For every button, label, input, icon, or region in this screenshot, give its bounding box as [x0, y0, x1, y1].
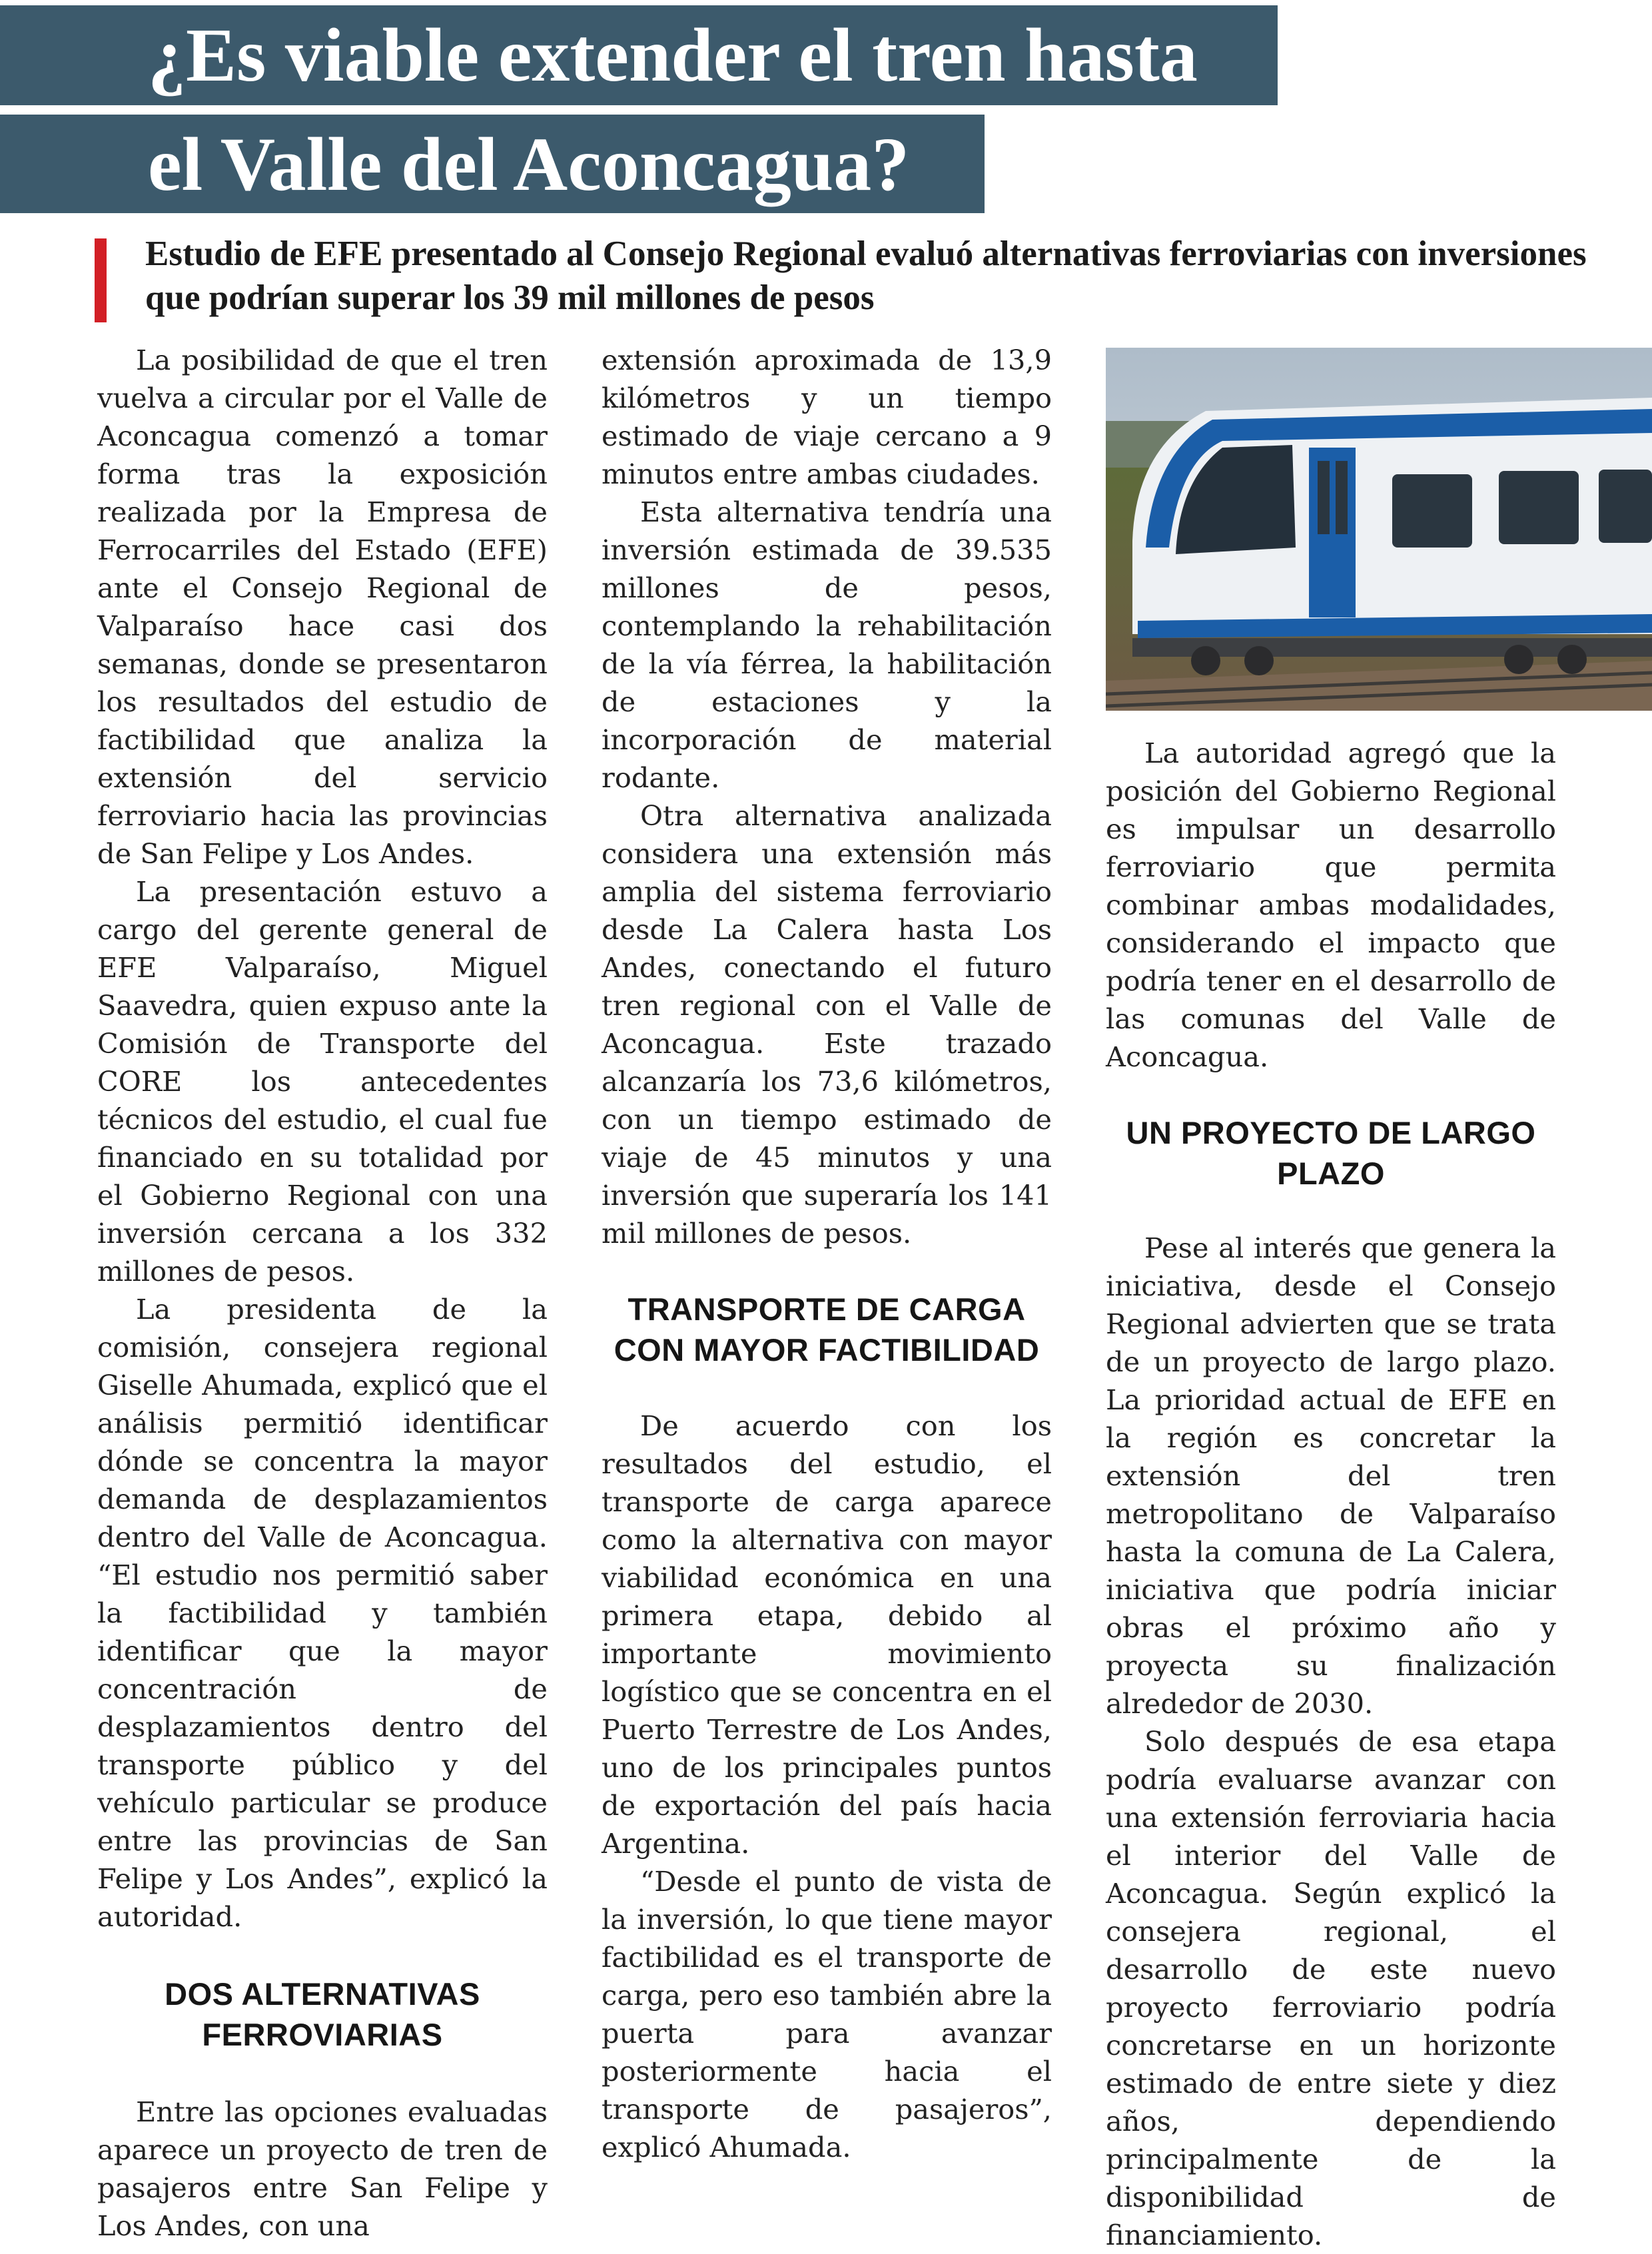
paragraph: La presentación estuvo a cargo del gerente general de EFE Valparaíso, Miguel Saavedra, quien expuso ante la Comisión de Transporte del CORE los antecedentes técnicos del estudio, el cual fue financiado en su totalidad por el Gobierno Regional con una inversión cercana a los 332 millones de pesos.	[97, 875, 548, 1288]
paragraph: De acuerdo con los resultados del estudio, el transporte de carga aparece como la alternativa con mayor viabilidad económica en una primera etapa, debido al importante movimiento logístico que se concentra en el Puerto Terrestre de Los Andes, uno de los principales puntos de exportación del país hacia Argentina.	[602, 1409, 1052, 1860]
paragraph: Pese al interés que genera la iniciativa, desde el Consejo Regional advierten que se trata de un proyecto de largo plazo. La prioridad actual de EFE en la región es concretar la extensión del tren metropolitano de Valparaíso hasta la comuna de La Calera, iniciativa que podría iniciar obras el próximo año y proyecta su finalización alrededor de 2030.	[1106, 1232, 1556, 1720]
paragraph: La posibilidad de que el tren vuelva a circular por el Valle de Aconcagua comenzó a tomar forma tras la exposición realizada por la Empresa de Ferrocarriles del Estado (EFE) ante el Consejo Regional de Valparaíso hace casi dos semanas, donde se presentaron los resultados del estudio de factibilidad que analiza la extensión del servicio ferroviario hacia las provincias de San Felipe y Los Andes.	[97, 344, 548, 870]
paragraph: La autoridad agregó que la posición del Gobierno Regional es impulsar un desarrollo ferroviario que permita combinar ambas modalidades, considerando el impacto que podría tener en el desarrollo de las comunas del Valle de Aconcagua.	[1106, 737, 1556, 1073]
subtitle-accent-bar	[95, 238, 107, 322]
section-heading: UN PROYECTO DE LARGO PLAZO	[1126, 1115, 1536, 1191]
article-column-2	[602, 341, 1052, 2166]
headline-line-1: ¿Es viable extender el tren hasta	[0, 5, 1278, 105]
paragraph: Otra alternativa analizada considera una extensión más amplia del sistema ferroviario desde La Calera hasta Los Andes, conectando el futuro tren regional con el Valle de Aconcagua. Este trazado alcanzaría los 73,6 kilómetros, con un tiempo estimado de viaje de 45 minutos y una inversión que superaría los 141 mil millones de pesos.	[602, 799, 1052, 1250]
paragraph: La presidenta de la comisión, consejera regional Giselle Ahumada, explicó que el análisis permitió identificar dónde se concentra la mayor demanda de desplazamientos dentro del Valle de Aconcagua. “El estudio nos permitió saber la factibilidad y también identificar que la mayor concentración de desplazamientos dentro del transporte público y del vehículo particular se produce entre las provincias de San Felipe y Los Andes”, explicó la autoridad.	[97, 1293, 548, 1933]
subtitle: Estudio de EFE presentado al Consejo Regional evaluó alternativas ferroviarias con inversiones que podrían superar los 39 mil millones de pesos	[145, 234, 1587, 317]
paragraph: “Desde el punto de vista de la inversión, lo que tiene mayor factibilidad es el transporte de carga, pero eso también abre la puerta para avanzar posteriormente hacia el transporte de pasajeros”, explicó Ahumada.	[602, 1865, 1052, 2163]
section-heading: DOS ALTERNATIVAS FERROVIARIAS	[165, 1976, 480, 2052]
article-column-3	[1106, 734, 1556, 2254]
section-heading: TRANSPORTE DE CARGA CON MAYOR FACTIBILIDAD	[614, 1292, 1040, 1367]
article-column-1	[97, 341, 548, 2245]
paragraph: Entre las opciones evaluadas aparece un proyecto de tren de pasajeros entre San Felipe y Los Andes, con una	[97, 2095, 548, 2242]
train-photo-icon	[1106, 348, 1652, 711]
headline-line-2: el Valle del Aconcagua?	[0, 115, 985, 213]
paragraph: Solo después de esa etapa podría evaluarse avanzar con una extensión ferroviaria hacia el interior del Valle de Aconcagua. Según explicó la consejera regional, el desarrollo de este nuevo proyecto ferroviario podría concretarse en un horizonte estimado de entre siete y diez años, dependiendo principalmente de la disponibilidad de financiamiento.	[1106, 1725, 1556, 2251]
train-photo	[1106, 348, 1652, 711]
paragraph-continued: extensión aproximada de 13,9 kilómetros y un tiempo estimado de viaje cercano a 9 minutos entre ambas ciudades.	[602, 344, 1052, 490]
paragraph: Esta alternativa tendría una inversión estimada de 39.535 millones de pesos, contemplando la rehabilitación de la vía férrea, la habilitación de estaciones y la incorporación de material rodante.	[602, 496, 1052, 794]
